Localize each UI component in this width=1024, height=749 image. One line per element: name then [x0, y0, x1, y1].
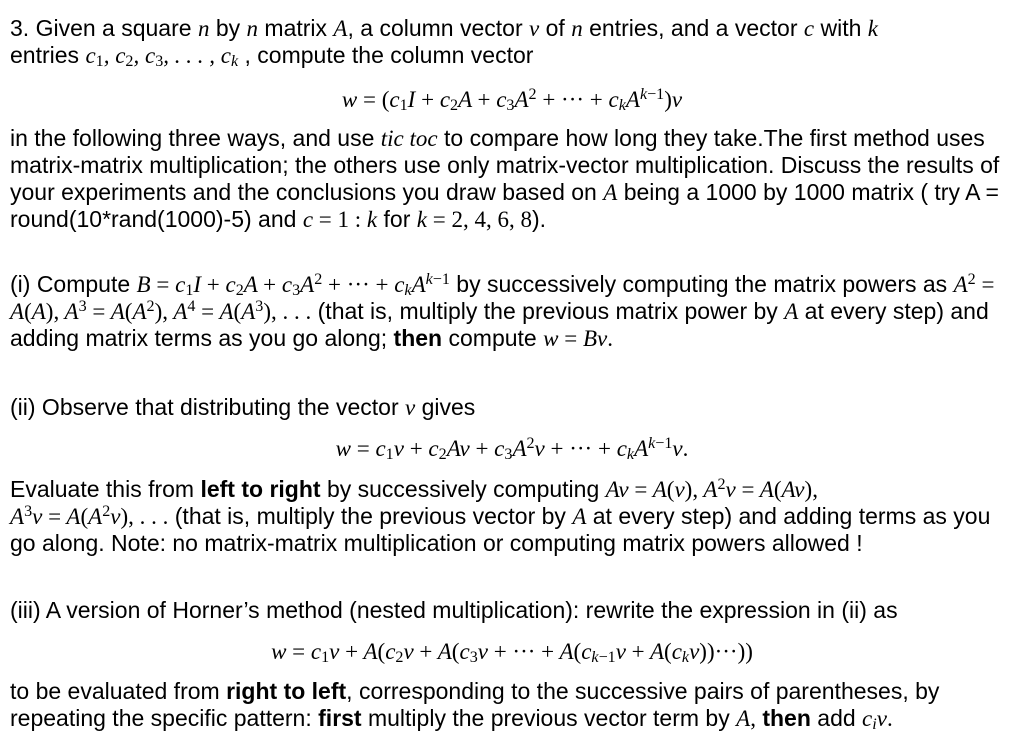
math-n: n	[197, 16, 210, 41]
text-span: with	[814, 15, 868, 41]
text-span: (ii) Observe that distributing the vector	[10, 394, 405, 420]
text-span: being a 1000 by 1000 matrix ( try A = round(10*rand(1000)-5) and	[10, 179, 999, 232]
math-w-Bv: w = Bv.	[543, 326, 613, 351]
text-span: by successively computing the matrix powers as	[449, 271, 954, 297]
text-span: at every step) and adding terms as you go along. Note: no matrix-matrix multiplication or computing matrix powers allowed !	[10, 503, 991, 556]
math-A: A	[572, 504, 587, 529]
text-span: (iii) A version of Horner’s method (nested multiplication): rewrite the expression in (ii) as	[10, 597, 898, 623]
part-iii-intro	[10, 597, 1015, 624]
text-span: by successively computing	[320, 476, 606, 502]
math-civ: $c_iv$.	[862, 706, 893, 734]
bold-right-to-left: right to left	[226, 678, 347, 704]
text-span: matrix	[258, 15, 334, 41]
text-span: multiply the previous vector term by	[361, 705, 737, 731]
math-c: c	[803, 16, 815, 41]
math-c-list: $c_1$, $c_2$, $c_3$, . . . , $c_k$	[85, 43, 239, 71]
math-c-range: c = 1 : k	[302, 207, 378, 232]
text-span: Evaluate this from	[10, 476, 201, 502]
text-span: entries, and a vector	[582, 15, 804, 41]
bold-first: first	[318, 705, 362, 731]
distributed-equation: $w = c_1v + c_2Av + c_3A^2v$ + ··· + $c_kA^{k-1}v$.	[335, 434, 689, 464]
bold-left-to-right: left to right	[200, 476, 321, 502]
text-span: , compute the column vector	[238, 42, 534, 68]
text-span: gives	[415, 394, 476, 420]
text-span: entries	[10, 42, 86, 68]
problem-intro	[10, 15, 1015, 69]
text-span: of	[539, 15, 572, 41]
math-A: A	[333, 16, 348, 41]
math-v: v	[529, 16, 540, 41]
text-span: (that is, multiply the previous vector by	[168, 503, 573, 529]
math-A-comma: A,	[736, 706, 756, 731]
horner-equation: $w = c_1v + A(c_2v + A(c_3v$ + ··· + $A(c_{k-1}v + A(c_kv))\cdot\cdot\cdot$))	[271, 639, 753, 667]
math-powers: $A^2 = A(A)$, $A^3 = A(A^2)$, $A^4 = A(A^3)$, . . .	[10, 270, 995, 324]
bold-then: then	[762, 705, 811, 731]
text-span: at every step) and adding matrix terms as you go along;	[10, 298, 989, 351]
text-span: to compare how long they take.The first method uses matrix-matrix multiplication; the others use only matrix-vector multiplication. Discuss the results of your experiments and the conclusions you draw based on	[10, 125, 1000, 205]
part-iii-evaluate	[10, 678, 1015, 732]
text-span: , a column vector	[347, 15, 530, 41]
math-vector-steps: Av = A(v), $A^2v = A(Av)$, $A^3v = A(A^2v)$, . . .	[10, 475, 818, 529]
math-A: A	[603, 180, 618, 205]
text-span: add	[810, 705, 863, 731]
part-i	[10, 271, 1015, 352]
text-span: in the following three ways, and use	[10, 125, 381, 151]
math-v: v	[405, 395, 416, 420]
main-equation: $w = (c_1I + c_2A + c_3A^2$ + ··· + $c_kA^{k-1})v$	[341, 85, 683, 115]
part-ii-intro	[10, 394, 1015, 421]
math-k: k	[867, 16, 879, 41]
text-span: (that is, multiply the previous matrix power by	[311, 298, 785, 324]
problem-description	[10, 125, 1015, 233]
math-n: n	[246, 16, 259, 41]
part-ii-evaluate	[10, 476, 1015, 557]
text-span: compute	[442, 325, 544, 351]
math-B-definition: $B = c_1I + c_2A + c_3A^2$ + ··· + $c_kA^{k-1}$	[136, 270, 450, 300]
text-span: ).	[531, 206, 547, 232]
bold-then: then	[393, 325, 443, 351]
tic-toc-text: tic toc	[380, 126, 438, 151]
text-span: , corresponding to the successive pairs of parentheses, by repeating the specific pattern:	[10, 678, 940, 731]
math-k-values: k = 2, 4, 6, 8	[416, 207, 532, 232]
text-span: 3. Given a square	[10, 15, 198, 41]
math-A: A	[784, 299, 799, 324]
text-span: by	[209, 15, 247, 41]
text-span: (i) Compute	[10, 271, 137, 297]
text-span: to be evaluated from	[10, 678, 227, 704]
math-n: n	[571, 16, 583, 41]
text-span: for	[377, 206, 417, 232]
